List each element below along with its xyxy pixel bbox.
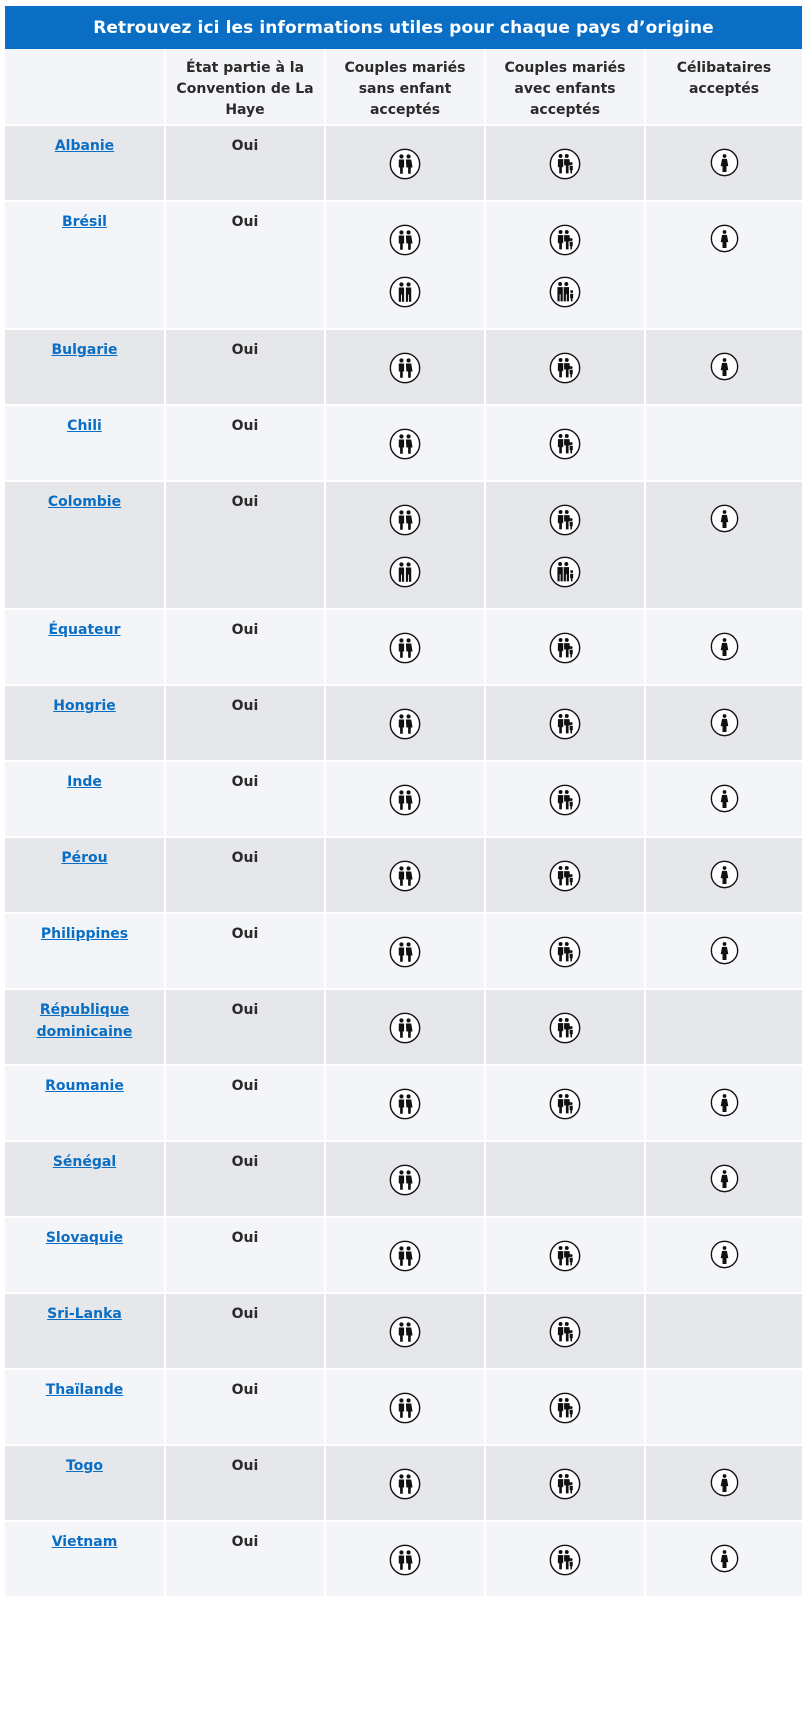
hague-cell: Oui [165, 1445, 325, 1521]
couples-no-child-cell [325, 913, 485, 989]
couples-no-child-cell [325, 1141, 485, 1217]
singles-cell [645, 405, 802, 481]
hague-cell: Oui [165, 685, 325, 761]
table-row [5, 329, 802, 405]
couple-icon [389, 860, 421, 892]
header-couples-with-children: Couples mariés avec enfants acceptés [485, 49, 645, 125]
couples-with-children-cell [485, 1521, 645, 1597]
country-link[interactable]: Inde [67, 774, 102, 790]
country-cell [5, 405, 165, 481]
country-link[interactable]: Équateur [48, 622, 121, 638]
couple-icon [389, 224, 421, 256]
country-link[interactable]: Pérou [61, 850, 108, 866]
couples-with-children-cell [485, 761, 645, 837]
table-row [5, 125, 802, 201]
table-row [5, 405, 802, 481]
country-cell [5, 837, 165, 913]
table-row [5, 1521, 802, 1597]
couples-with-children-cell [485, 685, 645, 761]
header-couples-no-child: Couples mariés sans enfant acceptés [325, 49, 485, 125]
country-link[interactable]: Roumanie [45, 1078, 124, 1094]
same-sex-family-icon [549, 276, 581, 308]
singles-cell [645, 913, 802, 989]
family-icon [549, 224, 581, 256]
couples-with-children-cell [485, 1141, 645, 1217]
country-cell [5, 201, 165, 329]
country-cell [5, 685, 165, 761]
singles-cell [645, 1141, 802, 1217]
single-person-icon [710, 708, 739, 737]
couples-with-children-cell [485, 125, 645, 201]
hague-cell: Oui [165, 913, 325, 989]
table-row [5, 1369, 802, 1445]
hague-cell: Oui [165, 609, 325, 685]
singles-cell [645, 481, 802, 609]
couples-no-child-cell [325, 1065, 485, 1141]
table-body [5, 125, 802, 1597]
country-cell [5, 481, 165, 609]
couples-with-children-cell [485, 989, 645, 1065]
same-sex-family-icon [549, 556, 581, 588]
country-link[interactable]: Thaïlande [45, 1382, 124, 1398]
country-link[interactable]: Slovaquie [45, 1230, 124, 1246]
singles-cell [645, 1369, 802, 1445]
family-icon [549, 860, 581, 892]
couple-icon [389, 1316, 421, 1348]
couples-with-children-cell [485, 201, 645, 329]
hague-cell: Oui [165, 405, 325, 481]
hague-cell: Oui [165, 837, 325, 913]
singles-cell [645, 609, 802, 685]
table-row [5, 761, 802, 837]
header-country [5, 49, 165, 125]
couples-with-children-cell [485, 1445, 645, 1521]
table-row [5, 609, 802, 685]
couples-no-child-cell [325, 685, 485, 761]
couples-no-child-cell [325, 761, 485, 837]
couple-icon [389, 1088, 421, 1120]
couples-no-child-cell [325, 1293, 485, 1369]
couples-with-children-cell [485, 405, 645, 481]
hague-cell: Oui [165, 481, 325, 609]
country-cell [5, 761, 165, 837]
couples-no-child-cell [325, 609, 485, 685]
singles-cell [645, 1065, 802, 1141]
single-person-icon [710, 224, 739, 253]
couple-icon [389, 352, 421, 384]
hague-cell: Oui [165, 125, 325, 201]
couples-no-child-cell [325, 1369, 485, 1445]
hague-cell: Oui [165, 201, 325, 329]
single-person-icon [710, 936, 739, 965]
singles-cell [645, 201, 802, 329]
single-person-icon [710, 352, 739, 381]
table-row [5, 1217, 802, 1293]
hague-cell: Oui [165, 329, 325, 405]
couples-no-child-cell [325, 1445, 485, 1521]
table-row [5, 1065, 802, 1141]
single-person-icon [710, 784, 739, 813]
couples-no-child-cell [325, 329, 485, 405]
country-cell [5, 1065, 165, 1141]
couples-no-child-cell [325, 1521, 485, 1597]
single-person-icon [710, 632, 739, 661]
hague-cell: Oui [165, 761, 325, 837]
single-person-icon [710, 148, 739, 177]
couples-with-children-cell [485, 329, 645, 405]
country-cell [5, 1141, 165, 1217]
country-link[interactable]: Hongrie [53, 698, 116, 714]
hague-cell: Oui [165, 989, 325, 1065]
country-cell [5, 1293, 165, 1369]
hague-cell: Oui [165, 1369, 325, 1445]
couples-no-child-cell [325, 837, 485, 913]
country-cell [5, 1369, 165, 1445]
family-icon [549, 1012, 581, 1044]
singles-cell [645, 989, 802, 1065]
couples-no-child-cell [325, 989, 485, 1065]
country-info-table-container [5, 6, 802, 1598]
country-link[interactable]: Albanie [54, 138, 115, 154]
country-cell [5, 609, 165, 685]
couples-no-child-cell [325, 405, 485, 481]
table-header-row [5, 49, 802, 125]
family-icon [549, 352, 581, 384]
couple-icon [389, 1468, 421, 1500]
country-cell [5, 1521, 165, 1597]
couples-with-children-cell [485, 837, 645, 913]
family-icon [549, 1240, 581, 1272]
single-person-icon [710, 860, 739, 889]
singles-cell [645, 837, 802, 913]
couples-with-children-cell [485, 913, 645, 989]
couple-icon [389, 1240, 421, 1272]
single-person-icon [710, 1240, 739, 1269]
hague-cell: Oui [165, 1293, 325, 1369]
couples-with-children-cell [485, 1293, 645, 1369]
couples-no-child-cell [325, 1217, 485, 1293]
country-link[interactable]: Togo [66, 1458, 103, 1474]
country-link[interactable]: Philippines [40, 926, 129, 942]
table-row [5, 1141, 802, 1217]
couple-icon [389, 1164, 421, 1196]
header-singles: Célibataires acceptés [645, 49, 802, 125]
singles-cell [645, 329, 802, 405]
table-row [5, 913, 802, 989]
couple-icon [389, 1544, 421, 1576]
single-person-icon [710, 1088, 739, 1117]
singles-cell [645, 125, 802, 201]
country-cell [5, 1217, 165, 1293]
single-person-icon [710, 504, 739, 533]
couple-icon [389, 504, 421, 536]
couple-icon [389, 148, 421, 180]
couples-no-child-cell [325, 481, 485, 609]
table-row [5, 481, 802, 609]
country-cell [5, 125, 165, 201]
singles-cell [645, 1217, 802, 1293]
family-icon [549, 708, 581, 740]
couple-icon [389, 708, 421, 740]
family-icon [549, 632, 581, 664]
country-cell [5, 913, 165, 989]
singles-cell [645, 1521, 802, 1597]
country-table [5, 49, 802, 1598]
family-icon [549, 148, 581, 180]
country-cell [5, 329, 165, 405]
country-link[interactable]: République dominicaine [36, 1002, 133, 1040]
table-row [5, 837, 802, 913]
couples-no-child-cell [325, 201, 485, 329]
table-row [5, 201, 802, 329]
table-row [5, 685, 802, 761]
family-icon [549, 1088, 581, 1120]
family-icon [549, 1316, 581, 1348]
country-link[interactable]: Vietnam [51, 1534, 118, 1550]
table-row [5, 1445, 802, 1521]
country-cell [5, 1445, 165, 1521]
couple-icon [389, 1392, 421, 1424]
single-person-icon [710, 1544, 739, 1573]
couples-with-children-cell [485, 1217, 645, 1293]
couple-icon [389, 428, 421, 460]
single-person-icon [710, 1164, 739, 1193]
same-sex-couple-icon [389, 276, 421, 308]
header-hague: État partie à la Convention de La Haye [165, 49, 325, 125]
table-row [5, 989, 802, 1065]
couples-with-children-cell [485, 1369, 645, 1445]
couples-with-children-cell [485, 481, 645, 609]
singles-cell [645, 685, 802, 761]
family-icon [549, 1544, 581, 1576]
table-row [5, 1293, 802, 1369]
family-icon [549, 428, 581, 460]
hague-cell: Oui [165, 1065, 325, 1141]
single-person-icon [710, 1468, 739, 1497]
couple-icon [389, 936, 421, 968]
family-icon [549, 1468, 581, 1500]
country-cell [5, 989, 165, 1065]
singles-cell [645, 761, 802, 837]
hague-cell: Oui [165, 1521, 325, 1597]
country-link[interactable]: Bulgarie [51, 342, 118, 358]
family-icon [549, 1392, 581, 1424]
family-icon [549, 784, 581, 816]
country-link[interactable]: Chili [67, 418, 102, 434]
hague-cell: Oui [165, 1217, 325, 1293]
singles-cell [645, 1293, 802, 1369]
couples-with-children-cell [485, 1065, 645, 1141]
couple-icon [389, 632, 421, 664]
country-link[interactable]: Brésil [61, 214, 107, 230]
hague-cell: Oui [165, 1141, 325, 1217]
singles-cell [645, 1445, 802, 1521]
country-link[interactable]: Sénégal [52, 1154, 117, 1170]
table-title: Retrouvez ici les informations utiles pour chaque pays d’origine [5, 6, 802, 49]
couples-with-children-cell [485, 609, 645, 685]
couple-icon [389, 784, 421, 816]
same-sex-couple-icon [389, 556, 421, 588]
family-icon [549, 936, 581, 968]
family-icon [549, 504, 581, 536]
couples-no-child-cell [325, 125, 485, 201]
country-link[interactable]: Sri-Lanka [47, 1306, 122, 1322]
country-link[interactable]: Colombie [47, 494, 122, 510]
couple-icon [389, 1012, 421, 1044]
